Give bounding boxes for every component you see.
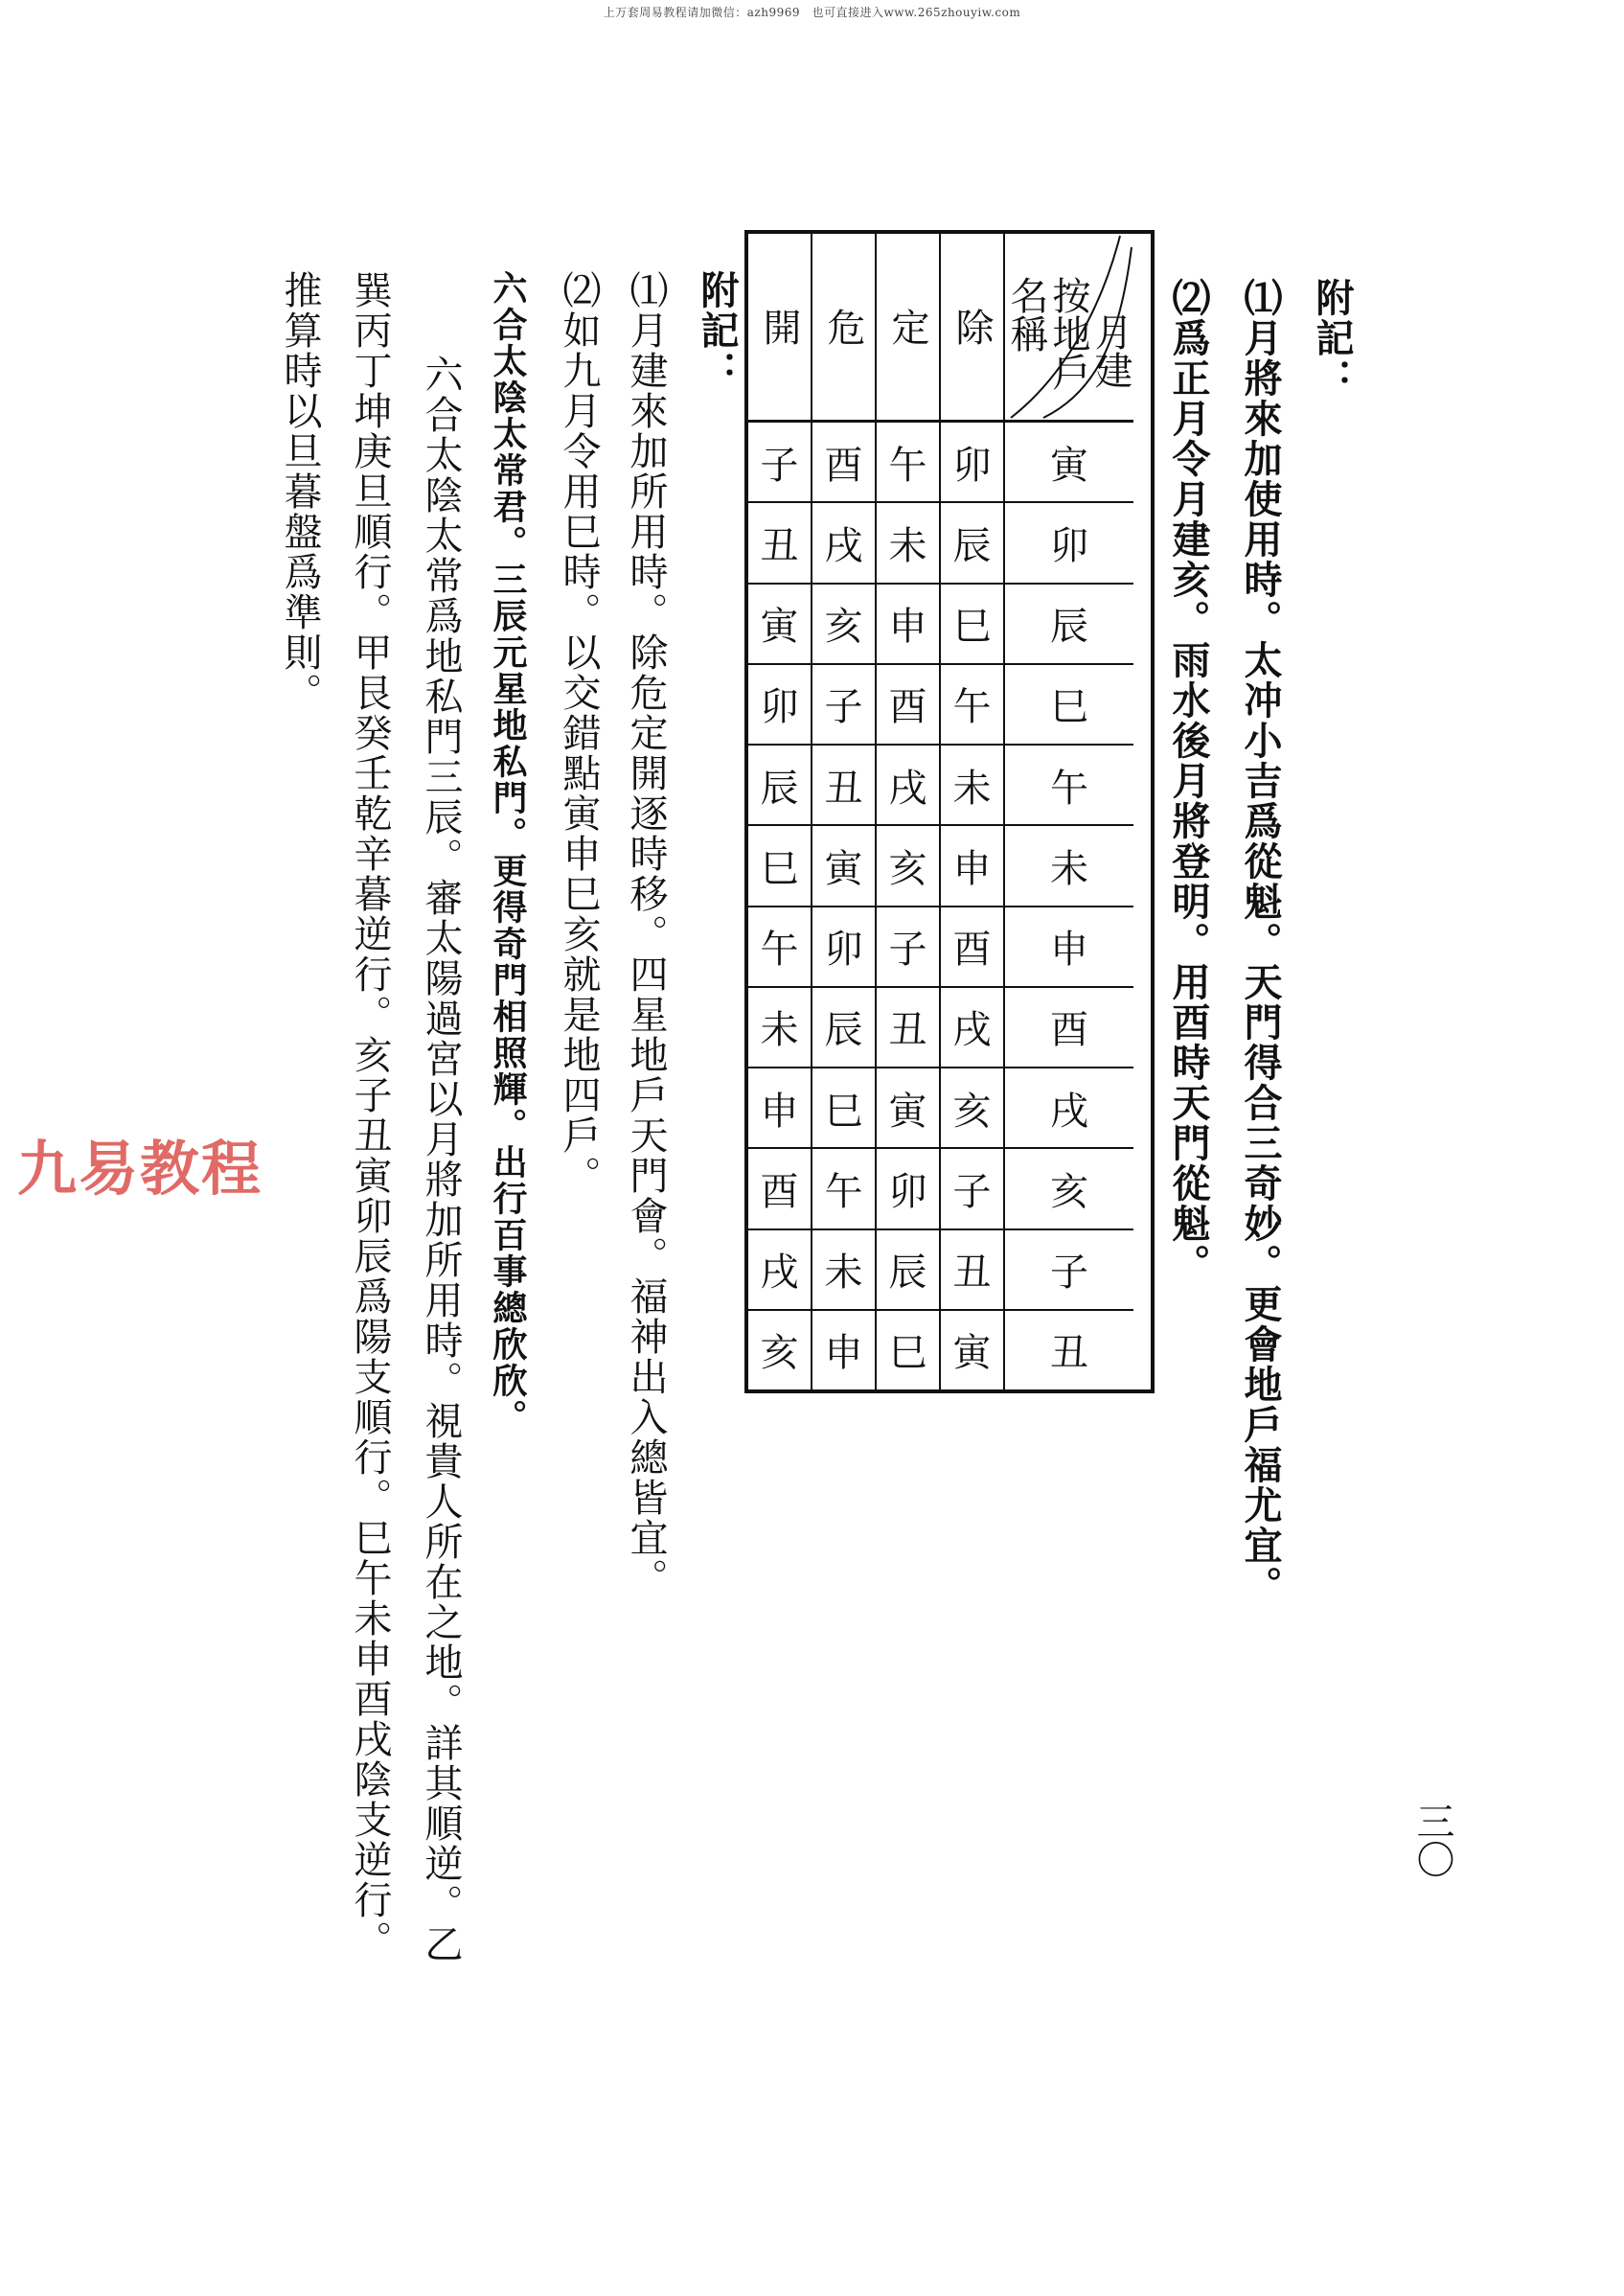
page-number: 三〇 — [1410, 1802, 1454, 1878]
table-cell: 丑 — [941, 1230, 1003, 1311]
watermark-logo: 九易教程 — [17, 1134, 263, 1204]
table-cell: 丑 — [812, 746, 875, 826]
table-cell: 酉 — [877, 665, 939, 746]
table-cell: 申 — [941, 826, 1003, 907]
month-cell: 午 — [1005, 746, 1133, 826]
table-cell: 子 — [812, 665, 875, 746]
table-cell: 子 — [877, 907, 939, 988]
table-cell: 丑 — [877, 988, 939, 1068]
month-cell: 亥 — [1005, 1149, 1133, 1229]
month-cell: 辰 — [1005, 585, 1133, 665]
left-note-1: ⑴月建來加所用時。除危定開逐時移。四星地戶天門會。福神出入總皆宜。 — [624, 270, 668, 1598]
column-header: 開 — [748, 234, 811, 423]
month-cell: 戌 — [1005, 1068, 1133, 1149]
left-notes-heading: 附記： — [695, 270, 740, 391]
table-cell: 午 — [812, 1149, 875, 1229]
column-header: 定 — [877, 234, 939, 423]
table-cell: 辰 — [877, 1230, 939, 1311]
table-cell: 子 — [941, 1149, 1003, 1229]
table-cell: 亥 — [812, 585, 875, 665]
table-cell: 酉 — [748, 1149, 811, 1229]
right-note-2: ⑵爲正月令月建亥。雨水後月將登明。用酉時天門從魁。 — [1166, 278, 1211, 1284]
table-cell: 辰 — [812, 988, 875, 1068]
corner-label-month: 月建 — [1088, 312, 1132, 389]
paragraph-3: 推算時以旦暮盤爲準則。 — [278, 270, 322, 713]
table-column-month — [1005, 234, 1133, 1389]
header-banner: 上万套周易教程请加微信：azh9969 也可直接进入www.265zhouyiw.com — [603, 6, 1021, 19]
right-note-1: ⑴月將來加使用時。太冲小吉爲從魁。天門得合三奇妙。更會地戶福尤宜。 — [1238, 278, 1283, 1606]
month-cell: 子 — [1005, 1230, 1133, 1311]
table-cell: 丑 — [748, 503, 811, 584]
month-cell: 酉 — [1005, 988, 1133, 1068]
table-cell: 卯 — [941, 423, 1003, 503]
table-cell: 卯 — [748, 665, 811, 746]
right-notes-heading: 附記： — [1310, 278, 1355, 399]
table-cell: 寅 — [952, 1331, 992, 1376]
table-cell: 寅 — [812, 826, 875, 907]
month-cell: 申 — [1005, 907, 1133, 988]
table-cell: 亥 — [760, 1331, 799, 1376]
table-cell: 巳 — [941, 585, 1003, 665]
table-cell: 未 — [941, 746, 1003, 826]
table-cell: 酉 — [941, 907, 1003, 988]
table-cell: 辰 — [941, 503, 1003, 584]
table-cell: 巳 — [812, 1068, 875, 1149]
month-cell: 丑 — [1050, 1331, 1088, 1376]
table-cell: 午 — [877, 423, 939, 503]
month-cell: 卯 — [1005, 503, 1133, 584]
table-cell: 寅 — [748, 585, 811, 665]
column-header: 危 — [812, 234, 875, 423]
table-cell: 亥 — [877, 826, 939, 907]
corner-header — [1005, 234, 1133, 423]
month-cell: 寅 — [1005, 423, 1133, 503]
table-cell: 子 — [748, 423, 811, 503]
table-cell: 巳 — [748, 826, 811, 907]
table-column-kai — [748, 234, 812, 1389]
left-note-2: ⑵如九月令用巳時。以交錯點寅申巳亥就是地四戶。 — [557, 270, 601, 1196]
table-cell: 未 — [748, 988, 811, 1068]
table-cell: 卯 — [812, 907, 875, 988]
table-cell: 申 — [748, 1068, 811, 1149]
table-cell: 戌 — [877, 746, 939, 826]
table-column-wei — [812, 234, 877, 1389]
table-cell: 申 — [824, 1331, 863, 1376]
table-cell: 戌 — [812, 503, 875, 584]
table-cell: 未 — [812, 1230, 875, 1311]
table-cell: 巳 — [888, 1331, 927, 1376]
table-cell: 卯 — [877, 1149, 939, 1229]
paragraph-1: 六合太陰太常爲地私門三辰。審太陽過宮以月將加所用時。視貴人所在之地。詳其順逆。乙 — [419, 355, 463, 1964]
table-cell: 酉 — [812, 423, 875, 503]
table-cell: 亥 — [941, 1068, 1003, 1149]
verse: 六合太陰太常君。三辰元星地私門。更得奇門相照輝。出行百事總欣欣。 — [488, 270, 528, 1435]
month-cell: 未 — [1005, 826, 1133, 907]
table-cell: 午 — [941, 665, 1003, 746]
paragraph-2: 巽丙丁坤庚旦順行。甲艮癸壬乾辛暮逆行。亥子丑寅卯辰爲陽支順行。巳午未申酉戌陰支逆行。 — [348, 270, 392, 1961]
table-column-chu — [941, 234, 1005, 1389]
month-cell: 巳 — [1005, 665, 1133, 746]
table-column-ding — [877, 234, 941, 1389]
month-table — [744, 230, 1155, 1393]
corner-label-dihu: 按地戶 — [1046, 276, 1090, 391]
column-header: 除 — [941, 234, 1003, 423]
corner-label-name: 名稱 — [1004, 276, 1048, 353]
table-cell: 申 — [877, 585, 939, 665]
table-cell: 寅 — [877, 1068, 939, 1149]
table-cell: 戌 — [748, 1230, 811, 1311]
table-cell: 戌 — [941, 988, 1003, 1068]
table-cell: 辰 — [748, 746, 811, 826]
table-cell: 午 — [748, 907, 811, 988]
table-cell: 未 — [877, 503, 939, 584]
